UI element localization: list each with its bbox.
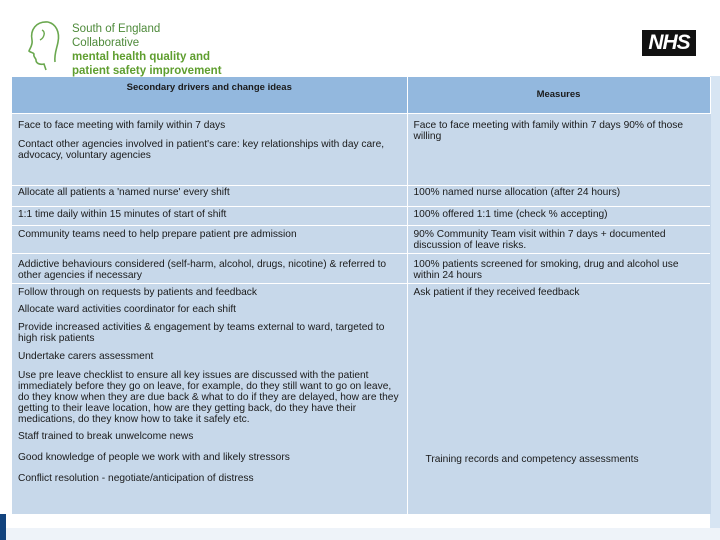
driver-item: Contact other agencies involved in patient's care: key relationships with day care, advocacy, voluntary agencies: [18, 139, 385, 161]
table-row: [12, 226, 710, 254]
nhs-logo: NHS: [642, 30, 696, 56]
driver-item: Allocate all patients a 'named nurse' every shift: [18, 187, 230, 198]
bottom-strip: [0, 528, 720, 540]
measure-cell: [407, 254, 710, 284]
drivers-cell: [12, 284, 407, 515]
driver-measures-table: [12, 77, 711, 514]
table-row: [12, 114, 710, 186]
table-row: [12, 284, 710, 515]
col-header-drivers: Secondary drivers and change ideas: [12, 77, 407, 114]
measure-item: Ask patient if they received feedback: [413, 287, 580, 298]
logo-line-3: patient safety improvement: [72, 65, 222, 77]
head-profile-icon: [24, 18, 64, 72]
driver-item: Provide increased activities & engagement by teams external to ward, targeted to high risk patients: [18, 322, 385, 344]
right-accent-bar: [710, 76, 720, 540]
table-row: [12, 186, 710, 207]
logo-line-2: mental health quality and: [72, 51, 211, 63]
table-header-row: [12, 77, 710, 114]
drivers-cell: [12, 114, 407, 186]
driver-item: Good knowledge of people we work with and likely stressors: [18, 452, 290, 463]
driver-item: Undertake carers assessment: [18, 351, 154, 362]
measure-item: 100% named nurse allocation (after 24 hours): [413, 187, 621, 198]
measure-item: Face to face meeting with family within 7 days 90% of those willing: [413, 120, 684, 142]
measure-item: 100% offered 1:1 time (check % accepting): [413, 209, 608, 220]
driver-item: Addictive behaviours considered (self-harm, alcohol, drugs, nicotine) & referred to other agencies if necessary: [18, 259, 387, 281]
driver-item: Allocate ward activities coordinator for each shift: [18, 304, 237, 315]
driver-item: Staff trained to break unwelcome news: [18, 431, 194, 442]
drivers-cell: [12, 254, 407, 284]
measure-item: 100% patients screened for smoking, drug and alcohol use within 24 hours: [413, 259, 679, 281]
measure-cell: [407, 284, 710, 515]
driver-item: Community teams need to help prepare patient pre admission: [18, 229, 297, 240]
drivers-cell: [12, 226, 407, 254]
drivers-cell: [12, 207, 407, 226]
driver-item: 1:1 time daily within 15 minutes of start of shift: [18, 209, 227, 220]
page-header: [0, 0, 720, 76]
measure-cell: [407, 114, 710, 186]
driver-item: Use pre leave checklist to ensure all key issues are discussed with the patient immediately before they go on leave, for example, do they still want to go on leave, do they know when they are due back & what to do if they are delayed, how are they getting to their leave location, how are they getting back, do they have their medications, do they know how to take it safely etc.: [18, 370, 399, 425]
table-row: [12, 254, 710, 284]
measure-cell: [407, 207, 710, 226]
col-header-measures: Measures: [407, 77, 710, 114]
driver-item: Face to face meeting with family within 7 days: [18, 120, 226, 131]
measure-item: 90% Community Team visit within 7 days + documented discussion of leave risks.: [413, 229, 666, 251]
table-row: [12, 207, 710, 226]
collaborative-logo: [24, 18, 224, 77]
measure-cell: [407, 226, 710, 254]
driver-item: Conflict resolution - negotiate/anticipation of distress: [18, 473, 254, 484]
measure-cell: [407, 186, 710, 207]
driver-item: Follow through on requests by patients and feedback: [18, 287, 257, 298]
logo-line-1: South of England Collaborative: [72, 23, 161, 49]
drivers-cell: [12, 186, 407, 207]
left-accent-bar: [0, 514, 6, 540]
measure-item: Training records and competency assessments: [425, 454, 639, 465]
